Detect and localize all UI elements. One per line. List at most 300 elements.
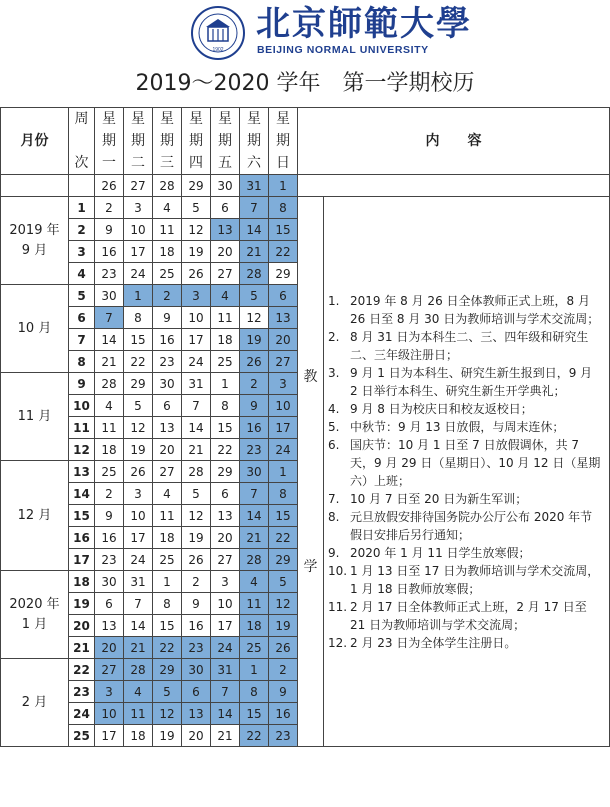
brand-chinese: 北京師範大學 [256,4,472,44]
date-cell: 4 [124,681,153,703]
date-cell: 25 [153,549,182,571]
week-number-cell: 6 [69,307,95,329]
date-cell: 8 [269,483,298,505]
date-cell: 22 [153,637,182,659]
week-number-cell: 17 [69,549,95,571]
date-cell: 25 [95,461,124,483]
day-header-label: 一 [102,155,116,171]
date-cell: 29 [211,461,240,483]
date-cell: 30 [95,571,124,593]
date-cell: 25 [240,637,269,659]
note-number: 2. [328,329,340,344]
note-item [328,490,603,508]
date-cell: 14 [95,329,124,351]
day-header [124,108,153,175]
week-number-cell: 22 [69,659,95,681]
date-cell: 22 [211,439,240,461]
date-cell: 2 [95,197,124,219]
date-cell: 27 [124,175,153,197]
date-cell: 4 [153,483,182,505]
note-number: 11. [328,599,348,614]
week-number-cell: 25 [69,725,95,747]
date-cell: 5 [182,483,211,505]
date-cell: 27 [95,659,124,681]
date-cell: 2 [153,285,182,307]
date-cell: 29 [269,549,298,571]
date-cell: 30 [153,373,182,395]
date-cell: 28 [182,461,211,483]
date-cell: 14 [240,219,269,241]
date-cell: 3 [269,373,298,395]
page-title: 2019～2020 学年 第一学期校历 [135,71,475,96]
category-char: 教 [303,368,318,385]
date-cell: 17 [182,329,211,351]
date-cell: 22 [269,241,298,263]
date-cell: 16 [240,417,269,439]
date-cell: 7 [95,307,124,329]
date-cell: 12 [240,307,269,329]
date-cell: 31 [124,571,153,593]
date-cell: 8 [153,593,182,615]
date-cell: 24 [269,439,298,461]
date-cell: 6 [95,593,124,615]
date-cell: 16 [153,329,182,351]
date-cell: 17 [269,417,298,439]
note-number: 10. [328,563,348,578]
week-number-cell: 3 [69,241,95,263]
date-cell: 1 [124,285,153,307]
date-cell: 13 [211,219,240,241]
table-row [1,175,610,197]
date-cell: 22 [240,725,269,747]
date-cell: 20 [211,241,240,263]
month-label-line: 10 月 [17,320,52,336]
week-number-cell: 18 [69,571,95,593]
note-text: 中秋节：9 月 13 日放假，与周末连休； [350,419,565,434]
date-cell: 7 [240,197,269,219]
week-number-cell: 12 [69,439,95,461]
day-header-label: 四 [189,155,203,171]
date-cell: 25 [211,351,240,373]
note-text: 1 月 13 日至 17 日为教师培训与学术交流周，1 月 18 日教师放寒假； [350,563,600,596]
month-label-cell [1,571,69,659]
date-cell: 28 [240,549,269,571]
date-cell: 15 [211,417,240,439]
calendar-body [1,175,610,747]
date-cell: 2 [269,659,298,681]
notes-cell [324,197,610,747]
date-cell: 19 [153,725,182,747]
date-cell: 21 [240,241,269,263]
date-cell: 10 [124,505,153,527]
date-cell: 14 [211,703,240,725]
date-cell: 16 [95,241,124,263]
date-cell: 24 [124,549,153,571]
month-label-cell [1,461,69,571]
category-char: 学 [303,558,318,575]
date-cell: 11 [153,219,182,241]
date-cell: 6 [182,681,211,703]
date-cell: 3 [211,571,240,593]
date-cell: 21 [124,637,153,659]
date-cell: 28 [124,659,153,681]
week-header-line: 次 [74,155,89,171]
week-number-cell: 16 [69,527,95,549]
day-header [182,108,211,175]
note-text: 2019 年 8 月 26 日全体教师正式上班，8 月 26 日至 8 月 30 日为教师培训与学术交流周； [350,293,600,326]
date-cell: 30 [240,461,269,483]
week-number-cell: 11 [69,417,95,439]
date-cell: 15 [124,329,153,351]
date-cell: 26 [124,461,153,483]
date-cell: 5 [124,395,153,417]
date-cell: 9 [240,395,269,417]
date-cell: 26 [269,637,298,659]
date-cell: 2 [240,373,269,395]
month-label-line: 2019 年 [9,222,60,238]
date-cell: 12 [182,219,211,241]
note-number: 9. [328,545,340,560]
note-text: 2 月 17 日全体教师正式上班，2 月 17 日至 21 日为教师培训与学术交流周； [350,599,587,632]
date-cell: 6 [211,197,240,219]
week-number-cell: 2 [69,219,95,241]
date-cell: 3 [95,681,124,703]
date-cell: 23 [95,263,124,285]
date-cell: 24 [124,263,153,285]
date-cell: 17 [95,725,124,747]
note-item [328,544,603,562]
day-prefix-char: 期 [102,133,116,149]
date-cell: 21 [95,351,124,373]
date-cell: 6 [153,395,182,417]
date-cell: 13 [95,615,124,637]
date-cell: 28 [240,263,269,285]
day-prefix-char: 期 [218,133,232,149]
brand-english: BEIJING NORMAL UNIVERSITY [257,44,429,56]
date-cell: 29 [182,175,211,197]
day-prefix-label [269,108,297,152]
note-item [328,436,603,490]
date-cell: 5 [240,285,269,307]
day-header-label: 日 [276,155,290,171]
week-number-cell: 23 [69,681,95,703]
day-prefix-char: 期 [276,133,290,149]
date-cell: 12 [182,505,211,527]
date-cell: 8 [240,681,269,703]
date-cell: 18 [153,241,182,263]
date-cell: 23 [182,637,211,659]
svg-text:1902: 1902 [212,47,224,53]
content-column-header: 内 容 [298,108,610,175]
date-cell: 9 [95,505,124,527]
date-cell: 3 [124,483,153,505]
date-cell: 6 [269,285,298,307]
day-header-label: 二 [131,155,145,171]
date-cell: 27 [211,549,240,571]
month-label-cell [1,373,69,461]
week-number-cell: 5 [69,285,95,307]
week-number-cell: 15 [69,505,95,527]
date-cell: 12 [153,703,182,725]
week-number-cell: 7 [69,329,95,351]
note-number: 8. [328,509,340,524]
date-cell: 11 [153,505,182,527]
date-cell: 20 [211,527,240,549]
note-item [328,418,603,436]
note-item [328,328,603,364]
day-prefix-label [124,108,152,152]
note-number: 4. [328,401,340,416]
date-cell: 30 [211,175,240,197]
date-cell: 18 [240,615,269,637]
month-label-cell [1,197,69,285]
date-cell: 17 [211,615,240,637]
date-cell: 5 [182,197,211,219]
week-number-cell: 24 [69,703,95,725]
day-header-label: 五 [218,155,232,171]
month-label-cell [1,285,69,373]
date-cell: 26 [240,351,269,373]
date-cell: 24 [182,351,211,373]
date-cell: 9 [153,307,182,329]
date-cell: 1 [211,373,240,395]
date-cell: 7 [182,395,211,417]
date-cell: 19 [182,527,211,549]
date-cell: 16 [95,527,124,549]
date-cell: 14 [182,417,211,439]
week-number-cell: 1 [69,197,95,219]
day-prefix-char: 星 [189,111,203,127]
date-cell: 14 [124,615,153,637]
week-number-cell: 10 [69,395,95,417]
day-prefix-label [182,108,210,152]
note-item [328,508,603,544]
date-cell: 30 [95,285,124,307]
date-cell: 13 [211,505,240,527]
date-cell: 19 [124,439,153,461]
date-cell: 10 [182,307,211,329]
date-cell: 15 [240,703,269,725]
date-cell: 9 [182,593,211,615]
note-item [328,292,603,328]
month-label-line: 2020 年 [9,596,60,612]
date-cell: 7 [124,593,153,615]
date-cell: 21 [211,725,240,747]
date-cell: 10 [211,593,240,615]
date-cell: 23 [153,351,182,373]
month-label-line: 9 月 [21,242,48,258]
note-text: 元旦放假安排待国务院办公厅公布 2020 年节假日安排后另行通知； [350,509,593,542]
day-header-label: 三 [160,155,174,171]
date-cell: 27 [211,263,240,285]
date-cell: 18 [211,329,240,351]
note-number: 6. [328,437,340,452]
note-number: 5. [328,419,340,434]
date-cell: 1 [153,571,182,593]
date-cell: 28 [95,373,124,395]
day-prefix-char: 星 [247,111,261,127]
date-cell: 30 [182,659,211,681]
day-prefix-char: 星 [160,111,174,127]
date-cell: 18 [153,527,182,549]
date-cell: 11 [95,417,124,439]
date-cell: 20 [153,439,182,461]
notes-list [328,292,603,652]
date-cell: 17 [124,527,153,549]
day-prefix-label [240,108,268,152]
note-text: 9 月 8 日为校庆日和校友返校日； [350,401,533,416]
note-number: 12. [328,635,348,650]
note-number: 1. [328,293,340,308]
date-cell: 10 [269,395,298,417]
month-label-line: 12 月 [17,507,52,523]
date-cell: 7 [211,681,240,703]
date-cell: 1 [240,659,269,681]
date-cell: 17 [124,241,153,263]
date-cell: 3 [124,197,153,219]
date-cell: 2 [95,483,124,505]
date-cell: 10 [124,219,153,241]
date-cell: 8 [211,395,240,417]
page-header [0,0,610,66]
date-cell: 31 [182,373,211,395]
date-cell: 6 [211,483,240,505]
date-cell: 18 [124,725,153,747]
date-cell: 1 [269,175,298,197]
date-cell: 14 [240,505,269,527]
note-text: 国庆节：10 月 1 日至 7 日放假调休，共 7 天，9 月 29 日（星期日）、10 月 12 日（星期六）上班； [350,437,601,488]
day-header [95,108,124,175]
date-cell: 5 [153,681,182,703]
day-header [240,108,269,175]
date-cell: 29 [153,659,182,681]
date-cell: 29 [269,263,298,285]
day-prefix-label [153,108,181,152]
date-cell: 27 [153,461,182,483]
week-number-cell: 20 [69,615,95,637]
date-cell: 29 [124,373,153,395]
calendar-table [0,107,610,747]
date-cell: 31 [211,659,240,681]
week-number-cell: 19 [69,593,95,615]
note-item [328,364,603,400]
month-label-cell [1,659,69,747]
date-cell: 3 [182,285,211,307]
week-number-cell: 4 [69,263,95,285]
day-prefix-label [211,108,239,152]
note-number: 3. [328,365,340,380]
month-label-line: 2 月 [21,694,48,710]
date-cell: 19 [182,241,211,263]
day-prefix-char: 星 [218,111,232,127]
date-cell: 23 [95,549,124,571]
date-cell: 21 [240,527,269,549]
day-prefix-char: 期 [247,133,261,149]
week-number-cell: 13 [69,461,95,483]
date-cell: 28 [153,175,182,197]
week-number-cell: 21 [69,637,95,659]
date-cell: 4 [153,197,182,219]
date-cell: 19 [269,615,298,637]
date-cell: 24 [211,637,240,659]
note-item [328,634,603,652]
day-prefix-char: 星 [276,111,290,127]
note-item [328,598,603,634]
week-number-cell: 8 [69,351,95,373]
day-prefix-label [95,108,123,152]
content-spacer [298,175,610,197]
note-text: 10 月 7 日至 20 日为新生军训； [350,491,528,506]
date-cell: 31 [240,175,269,197]
day-prefix-char: 期 [160,133,174,149]
note-item [328,562,603,598]
date-cell: 9 [95,219,124,241]
date-cell: 10 [95,703,124,725]
table-row [1,197,610,219]
date-cell: 20 [269,329,298,351]
week-number-cell [69,175,95,197]
date-cell: 15 [269,219,298,241]
week-number-cell: 9 [69,373,95,395]
date-cell: 11 [124,703,153,725]
day-header-label: 六 [247,155,261,171]
week-header-line: 周 [74,111,89,127]
date-cell: 4 [95,395,124,417]
date-cell: 21 [182,439,211,461]
day-header [269,108,298,175]
day-prefix-char: 期 [131,133,145,149]
date-cell: 20 [95,637,124,659]
date-cell: 13 [153,417,182,439]
month-cell [1,175,69,197]
day-prefix-char: 期 [189,133,203,149]
date-cell: 26 [95,175,124,197]
note-text: 8 月 31 日为本科生二、三、四年级和研究生二、三年级注册日； [350,329,589,362]
month-label-line: 11 月 [17,408,52,424]
date-cell: 15 [153,615,182,637]
note-text: 2 月 23 日为全体学生注册日。 [350,635,517,650]
note-item [328,400,603,418]
date-cell: 12 [269,593,298,615]
date-cell: 1 [269,461,298,483]
date-cell: 27 [269,351,298,373]
date-cell: 9 [269,681,298,703]
date-cell: 26 [182,263,211,285]
date-cell: 11 [240,593,269,615]
week-column-header [69,108,95,175]
day-header [153,108,182,175]
date-cell: 22 [269,527,298,549]
date-cell: 16 [269,703,298,725]
date-cell: 20 [182,725,211,747]
date-cell: 23 [240,439,269,461]
date-cell: 15 [269,505,298,527]
date-cell: 18 [95,439,124,461]
date-cell: 16 [182,615,211,637]
date-cell: 26 [182,549,211,571]
date-cell: 8 [269,197,298,219]
day-prefix-char: 星 [131,111,145,127]
date-cell: 11 [211,307,240,329]
date-cell: 7 [240,483,269,505]
date-cell: 25 [153,263,182,285]
date-cell: 12 [124,417,153,439]
date-cell: 2 [182,571,211,593]
week-number-cell: 14 [69,483,95,505]
note-number: 7. [328,491,340,506]
date-cell: 8 [124,307,153,329]
date-cell: 4 [240,571,269,593]
